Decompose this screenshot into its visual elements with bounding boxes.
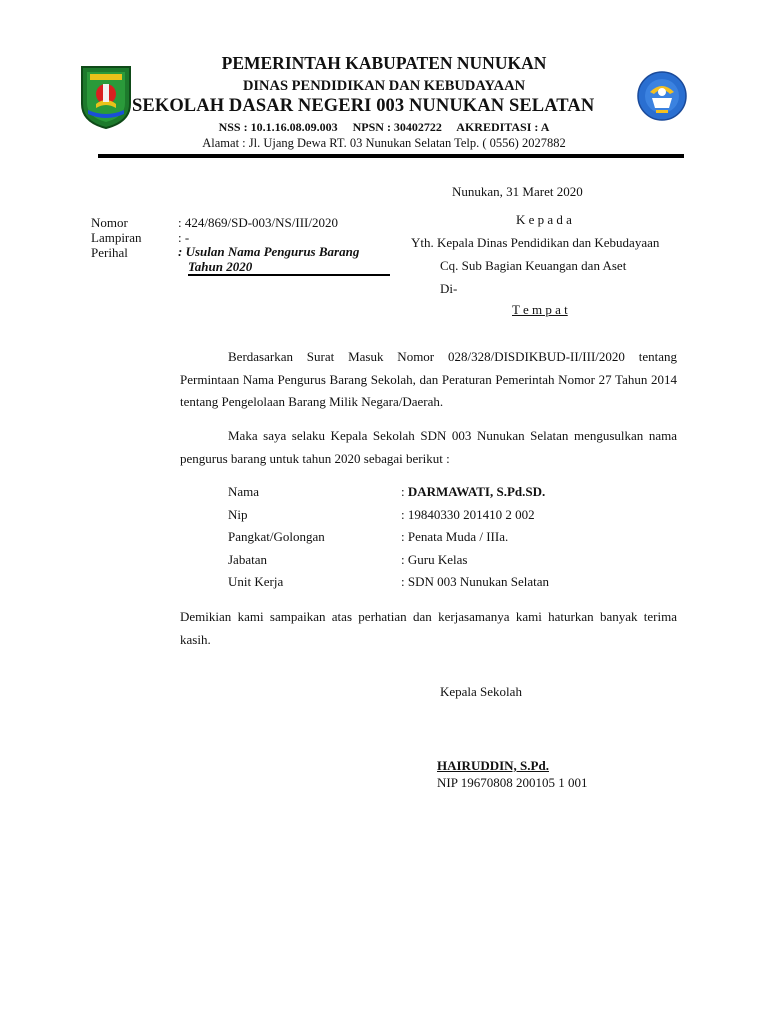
recipient-kepada: K e p a d a: [516, 212, 572, 227]
detail-sep: :: [401, 529, 405, 544]
body-paragraph-1: Berdasarkan Surat Masuk Nomor 028/328/DISDIKBUD-II/III/2020 tentang Permintaan Nama Pengurus Barang Sekolah, dan Peraturan Pemerintah Nomor 27 Tahun 2014 tentang Pengelolaan Barang Milik Negara/Daerah.: [180, 349, 677, 409]
detail-label-pangkat: Pangkat/Golongan: [228, 529, 325, 544]
detail-sep: :: [401, 507, 405, 522]
detail-value-pangkat: [401, 529, 508, 545]
perihal-line-1: : Usulan Nama Pengurus Barang: [178, 244, 360, 259]
detail-value-nama: [401, 484, 545, 500]
signature-name: HAIRUDDIN, S.Pd.: [437, 758, 549, 773]
letterhead-government: PEMERINTAH KABUPATEN NUNUKAN: [221, 53, 547, 73]
letter-date: Nunukan, 31 Maret 2020: [452, 184, 583, 199]
nomor-label: Nomor: [91, 215, 128, 230]
recipient-yth: Yth. Kepala Dinas Pendidikan dan Kebudayaan: [411, 235, 660, 250]
detail-pangkat-text: Penata Muda / IIIa.: [407, 529, 509, 544]
detail-sep: :: [401, 574, 405, 589]
detail-unit-text: SDN 003 Nunukan Selatan: [407, 574, 550, 589]
recipient-cq: Cq. Sub Bagian Keuangan dan Aset: [440, 258, 627, 273]
perihal-line-2: Tahun 2020: [188, 259, 253, 274]
recipient-tempat: T e m p a t: [512, 302, 568, 317]
detail-value-jabatan: [401, 552, 467, 568]
signature-nip: NIP 19670808 200105 1 001: [437, 775, 588, 790]
letterhead-divider: [98, 154, 684, 158]
closing-paragraph: Demikian kami sampaikan atas perhatian dan kerjasamanya kami haturkan banyak terima kasih.: [180, 609, 677, 647]
detail-jabatan-text: Guru Kelas: [407, 552, 468, 567]
body-paragraph-2: Maka saya selaku Kepala Sekolah SDN 003 Nunukan Selatan mengusulkan nama pengurus barang untuk tahun 2020 sebagai berikut :: [180, 428, 677, 466]
nomor-value: : 424/869/SD-003/NS/III/2020: [178, 215, 338, 230]
letterhead-address: Alamat : Jl. Ujang Dewa RT. 03 Nunukan Selatan Telp. ( 0556) 2027882: [202, 136, 566, 150]
detail-nip-text: 19840330 201410 2 002: [407, 507, 535, 522]
perihal-value: [178, 244, 359, 274]
detail-label-jabatan: Jabatan: [228, 552, 267, 567]
detail-value-unit: [401, 574, 549, 590]
lampiran-label: Lampiran: [91, 230, 142, 245]
letterhead-identifiers: NSS : 10.1.16.08.09.003 NPSN : 30402722 AKREDITASI : A: [218, 120, 550, 134]
detail-label-unit: Unit Kerja: [228, 574, 284, 589]
lampiran-value: : -: [178, 230, 190, 245]
letterhead-school: SEKOLAH DASAR NEGERI 003 NUNUKAN SELATAN: [132, 96, 595, 116]
perihal-label: Perihal: [91, 245, 128, 260]
perihal-underline: [188, 274, 390, 276]
letterhead-department: DINAS PENDIDIKAN DAN KEBUDAYAAN: [242, 78, 526, 94]
detail-value-nip: [401, 507, 535, 523]
detail-sep: :: [401, 552, 405, 567]
detail-label-nama: Nama: [228, 484, 260, 499]
detail-sep: :: [401, 484, 405, 499]
detail-label-nip: Nip: [228, 507, 248, 522]
signature-title: Kepala Sekolah: [440, 684, 522, 699]
detail-nama-bold: DARMAWATI, S.Pd.SD.: [407, 484, 546, 499]
recipient-di: Di-: [440, 281, 458, 296]
